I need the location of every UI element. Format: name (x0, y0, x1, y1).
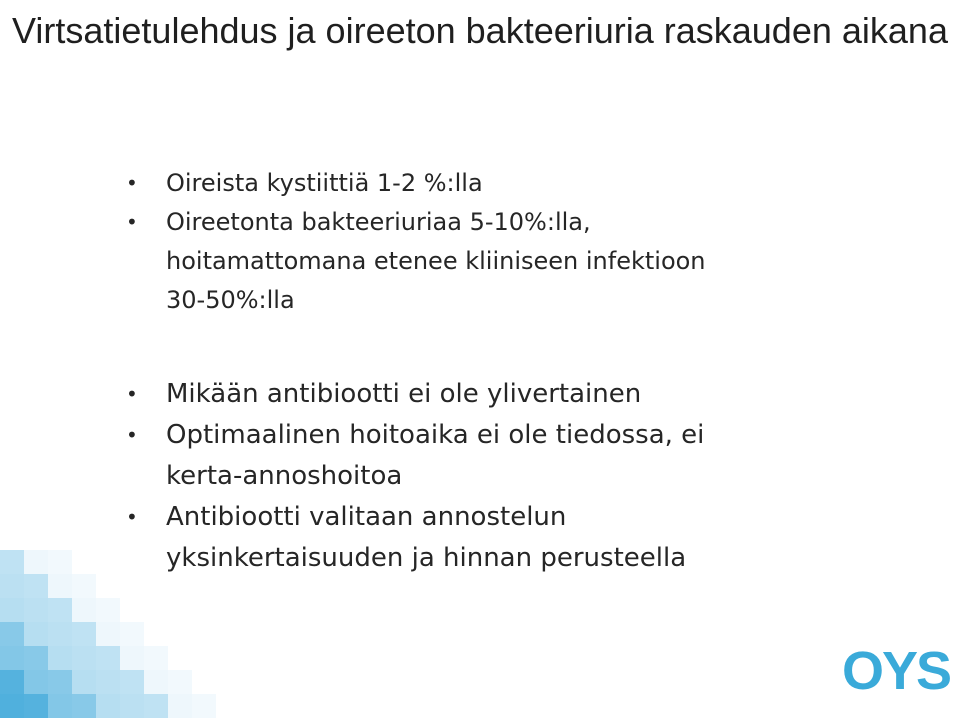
mosaic-tile (120, 694, 144, 718)
mosaic-tile (192, 694, 216, 718)
bullet-dot: • (126, 382, 138, 406)
mosaic-tile (0, 622, 24, 646)
decorative-mosaic (0, 538, 240, 718)
mosaic-tile (120, 622, 144, 646)
bullet-item (126, 374, 936, 415)
mosaic-tile (96, 646, 120, 670)
bullet-dot: • (126, 423, 138, 447)
bullet-item (126, 415, 936, 497)
bullet-item (126, 497, 936, 579)
bullet-line: Oireista kystiittiä 1-2 %:lla (166, 169, 483, 197)
mosaic-tile (24, 646, 48, 670)
bullet-item (126, 164, 936, 203)
bullet-line: Antibiootti valitaan annostelun (166, 502, 567, 532)
bullet-line: hoitamattomana etenee kliiniseen infektioon (166, 247, 706, 275)
mosaic-tile (96, 670, 120, 694)
mosaic-tile (72, 694, 96, 718)
bullet-line: 30-50%:lla (166, 286, 295, 314)
mosaic-tile (24, 670, 48, 694)
mosaic-tile (48, 622, 72, 646)
mosaic-tile (0, 670, 24, 694)
mosaic-tile (72, 598, 96, 622)
bullet-dot: • (126, 210, 138, 234)
mosaic-tile (48, 694, 72, 718)
bullet-line: kerta-annoshoitoa (166, 461, 403, 491)
mosaic-tile (24, 574, 48, 598)
mosaic-tile (120, 646, 144, 670)
mosaic-tile (0, 574, 24, 598)
mosaic-tile (48, 598, 72, 622)
mosaic-tile (48, 670, 72, 694)
mosaic-tile (48, 550, 72, 574)
mosaic-tile (24, 622, 48, 646)
title-text: Virtsatietulehdus ja oireeton bakteeriuria raskauden aikana (12, 10, 948, 51)
mosaic-tile (24, 694, 48, 718)
mosaic-tile (144, 646, 168, 670)
mosaic-tile (0, 694, 24, 718)
mosaic-tile (96, 622, 120, 646)
mosaic-tile (96, 598, 120, 622)
mosaic-tile (72, 622, 96, 646)
mosaic-tile (0, 646, 24, 670)
bullet-line: Optimaalinen hoitoaika ei ole tiedossa, ei (166, 420, 705, 450)
bullet-item (126, 203, 936, 320)
mosaic-tile (0, 598, 24, 622)
mosaic-tile (24, 550, 48, 574)
bullet-line: Mikään antibiootti ei ole ylivertainen (166, 379, 642, 409)
mosaic-tile (120, 670, 144, 694)
mosaic-tile (72, 670, 96, 694)
mosaic-tile (72, 646, 96, 670)
mosaic-tile (48, 646, 72, 670)
slide-title (0, 0, 960, 57)
mosaic-tile (24, 598, 48, 622)
bullet-dot: • (126, 171, 138, 195)
mosaic-tile (144, 670, 168, 694)
mosaic-tile (0, 550, 24, 574)
oys-logo (841, 641, 950, 701)
mosaic-tile (168, 694, 192, 718)
bullet-list (126, 164, 936, 579)
mosaic-tile (72, 574, 96, 598)
bullet-line: yksinkertaisuuden ja hinnan perusteella (166, 543, 687, 573)
mosaic-tile (96, 694, 120, 718)
mosaic-tile (144, 694, 168, 718)
bullet-dot: • (126, 505, 138, 529)
mosaic-tile (168, 670, 192, 694)
bullet-line: Oireetonta bakteeriuriaa 5-10%:lla, (166, 208, 591, 236)
logo-text: OYS (841, 641, 950, 701)
mosaic-tile (48, 574, 72, 598)
